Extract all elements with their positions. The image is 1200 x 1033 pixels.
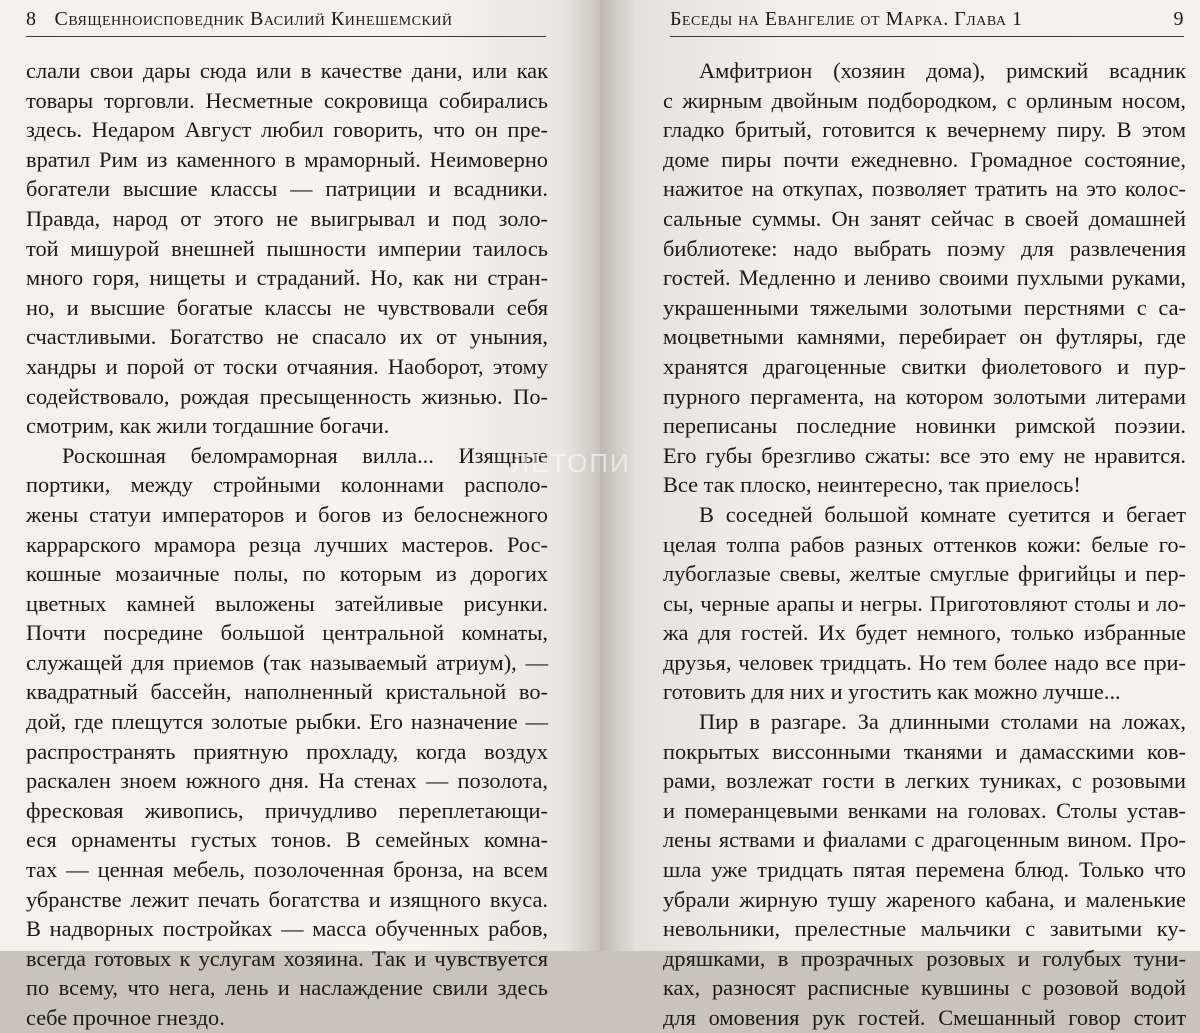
text-line: жа для гостей. Их будет немного, только избранные bbox=[663, 620, 1186, 646]
text-line: Его губы брезгливо сжаты: все это ему не нравится. bbox=[663, 442, 1186, 468]
text-line: В соседней большой комнате суетится и бегает bbox=[699, 501, 1186, 527]
text-line: жены статуи императоров и богов из белоснежного bbox=[26, 501, 548, 527]
text-line: гладко бритый, готовится к вечернему пиру. В этом bbox=[663, 117, 1186, 143]
text-line: каррарского мрамора резца лучших мастеров. Рос- bbox=[26, 531, 548, 557]
text-line: библиотеке: надо выбрать поэму для развлечения bbox=[663, 235, 1186, 261]
text-line: еся орнаменты густых тонов. В семейных комна- bbox=[26, 827, 548, 853]
text-line: счастливыми. Богатство не спасало их от уныния, bbox=[26, 324, 548, 350]
text-line: сальные суммы. Он занят сейчас в своей домашней bbox=[663, 205, 1186, 231]
text-line: Амфитрион (хозяин дома), римский всадник bbox=[699, 58, 1186, 83]
right-running-head bbox=[670, 8, 1184, 37]
text-line: Все так плоско, неинтересно, так приелось! bbox=[663, 472, 1081, 498]
text-line: фресковая живопись, причудливо переплетающи- bbox=[26, 797, 548, 823]
text-line: портики, между стройными колоннами располо- bbox=[26, 472, 548, 498]
text-line: с жирным двойным подбородком, с орлиным носом, bbox=[663, 87, 1186, 113]
right-page-number: 9 bbox=[1173, 8, 1184, 30]
left-running-head-title: Священноисповедник Василий Кинешемский bbox=[54, 8, 453, 30]
left-page-number: 8 bbox=[26, 8, 37, 30]
text-line: той мишурой внешней пышности империи таилось bbox=[26, 235, 548, 261]
text-line: невольники, прелестные мальчики с завитыми ку- bbox=[663, 916, 1186, 942]
text-line: кошные мозаичные полы, по которым из дорогих bbox=[26, 561, 548, 587]
text-line: убрали жирную тушу жареного кабана, и маленькие bbox=[663, 886, 1186, 912]
text-line: Правда, народ от этого не выигрывал и под золо- bbox=[26, 205, 548, 231]
left-running-head bbox=[26, 8, 546, 37]
text-line: лубоглазые свевы, желтые смуглые фригийцы и пер- bbox=[663, 561, 1186, 587]
text-line: покрытых виссонными тканями и дамасскими ков- bbox=[663, 738, 1186, 764]
text-line: пурного пергамента, на котором золотыми литерами bbox=[663, 383, 1186, 409]
text-line: В надворных постройках — масса обученных рабов, bbox=[26, 916, 548, 942]
text-line: и померанцевыми венками на головах. Столы устав- bbox=[663, 797, 1186, 823]
left-page bbox=[0, 0, 600, 1030]
left-page-text bbox=[26, 56, 548, 1033]
text-line: Почти посредине большой центральной комнаты, bbox=[26, 620, 548, 646]
text-line: квадратный бассейн, наполненный кристальной во- bbox=[26, 679, 548, 705]
text-line: рами, возлежат гости в легких туниках, с розовыми bbox=[663, 768, 1186, 794]
text-line: переписаны последние новинки римской поэзии. bbox=[663, 413, 1186, 439]
text-line: по всему, что нега, лень и наслаждение свили здесь bbox=[26, 975, 548, 1001]
text-line: слали свои дары сюда или в качестве дани, или как bbox=[26, 58, 548, 83]
text-line: шла уже тридцать пятая перемена блюд. Только что bbox=[663, 857, 1186, 883]
text-line: много горя, нищеты и страданий. Но, как ни стран- bbox=[26, 265, 548, 291]
text-line: сы, черные арапы и негры. Приготовляют столы и ло- bbox=[663, 590, 1186, 616]
text-line: нажитое на откупах, позволяет тратить на это колос- bbox=[663, 176, 1186, 202]
text-line: лены яствами и фиалами с драгоценным вином. Про- bbox=[663, 827, 1186, 853]
right-running-head-title: Беседы на Евангелие от Марка. Глава 1 bbox=[670, 8, 1023, 30]
text-line: гостей. Медленно и лениво своими пухлыми руками, bbox=[663, 265, 1186, 291]
text-line: товары торговли. Несметные сокровища собирались bbox=[26, 87, 548, 113]
text-line: Роскошная беломраморная вилла... Изящные bbox=[62, 442, 548, 468]
right-page bbox=[600, 0, 1200, 1030]
text-line: хранятся драгоценные свитки фиолетового и пур- bbox=[663, 353, 1186, 379]
text-line: смотрим, как жили тогдашние богачи. bbox=[26, 413, 390, 439]
text-line: но, и высшие богатые классы не чувствовали себя bbox=[26, 294, 548, 320]
text-line: целая толпа рабов разных оттенков кожи: белые го- bbox=[663, 531, 1186, 557]
text-line: служащей для приемов (так называемый атриум), — bbox=[26, 649, 548, 675]
text-line: содействовало, рождая пресыщенность жизнью. По- bbox=[26, 383, 548, 409]
text-line: распространять приятную прохладу, когда воздух bbox=[26, 738, 548, 764]
text-line: всегда готовых к услугам хозяина. Так и чувствуется bbox=[26, 945, 548, 971]
text-line: моцветными камнями, перебирает он футляры, где bbox=[663, 324, 1186, 350]
text-line: дряшками, в прозрачных розовых и голубых туни- bbox=[663, 945, 1186, 971]
text-line: доме пиры почти ежедневно. Громадное состояние, bbox=[663, 146, 1186, 172]
text-line: богатели высшие классы — патриции и всадники. bbox=[26, 176, 548, 202]
text-line: для омовения рук гостей. Смешанный говор стоит bbox=[663, 1005, 1186, 1030]
text-line: здесь. Недаром Август любил говорить, что он пре- bbox=[26, 117, 548, 143]
text-line: ках, разносят расписные кувшины с розовой водой bbox=[663, 975, 1186, 1001]
text-line: убранстве лежит печать богатства и изящного вкуса. bbox=[26, 886, 548, 912]
text-line: друзья, человек тридцать. Но тем более надо все при- bbox=[663, 649, 1186, 675]
text-line: себе прочное гнездо. bbox=[26, 1005, 225, 1030]
text-line: тах — ценная мебель, позолоченная бронза, на всем bbox=[26, 857, 548, 883]
text-line: цветных камней выложены затейливые рисунки. bbox=[26, 590, 548, 616]
watermark-text: ЛЕТОПИ bbox=[512, 448, 631, 478]
text-line: раскален зноем южного дня. На стенах — позолота, bbox=[26, 768, 548, 794]
text-line: Пир в разгаре. За длинными столами на ложах, bbox=[699, 709, 1186, 735]
text-line: дой, где плещутся золотые рыбки. Его назначение — bbox=[26, 709, 548, 735]
text-line: украшенными тяжелыми золотыми перстнями с са- bbox=[663, 294, 1186, 320]
text-line: готовить для них и угостить как можно лучше... bbox=[663, 679, 1121, 705]
text-line: вратил Рим из каменного в мраморный. Неимоверно bbox=[26, 146, 548, 172]
right-page-text bbox=[663, 56, 1186, 1033]
text-line: хандры и порой от тоски отчаяния. Наоборот, этому bbox=[26, 353, 548, 379]
